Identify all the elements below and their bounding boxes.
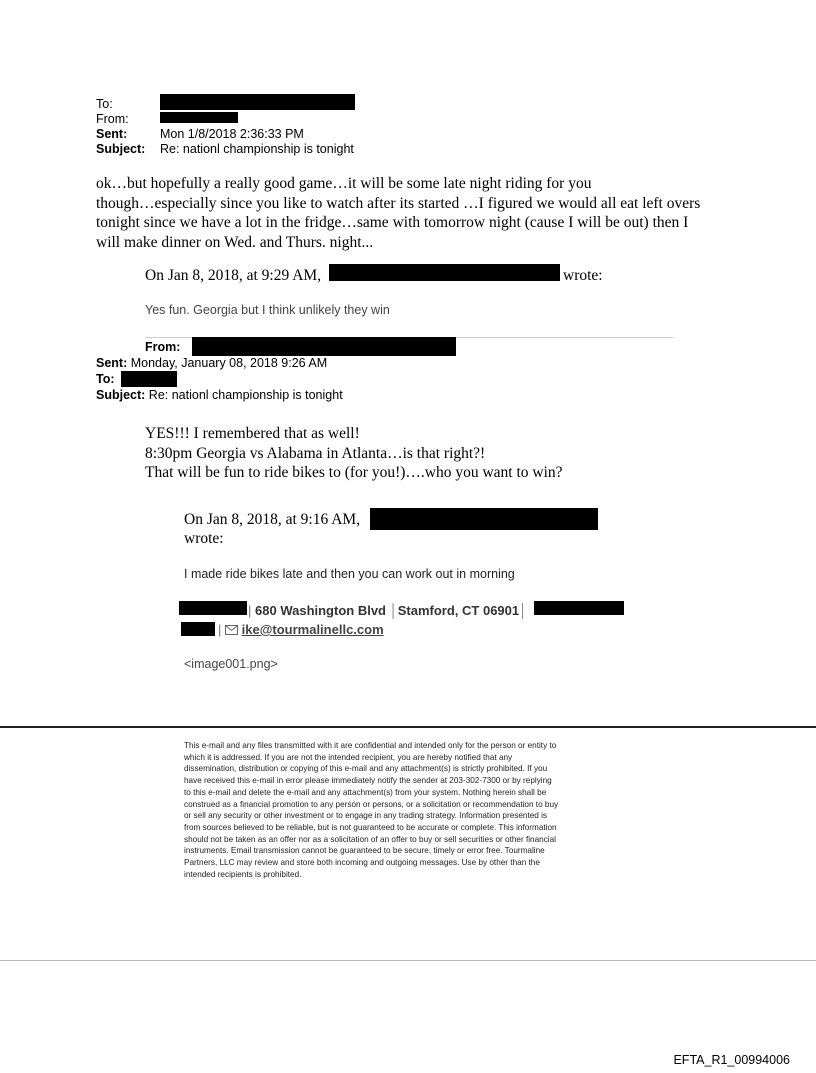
redaction-bar: [160, 94, 355, 110]
to-label: To:: [96, 97, 113, 111]
disclaimer-line: have received this e-mail in error please immediately notify the sender at 203-302-7300 or by replying: [184, 776, 552, 786]
redaction-bar: [179, 601, 247, 615]
fwd-sent-label: Sent:: [96, 356, 128, 370]
redaction-bar: [329, 264, 560, 281]
disclaimer-line: Partners, LLC may review and store both incoming and outgoing messages. Use by other than the: [184, 858, 540, 868]
message-body: [96, 174, 776, 252]
quote2-intro: On Jan 8, 2018, at 9:16 AM,: [184, 511, 361, 528]
section-divider: [0, 726, 816, 728]
sig-address: 680 Washington Blvd: [255, 603, 386, 618]
disclaimer-line: to this e-mail and delete the e-mail and any attachment(s) from your system. Nothing herein shall be: [184, 787, 547, 797]
quote2-message: I made ride bikes late and then you can work out in morning: [184, 567, 515, 581]
sig-email-link[interactable]: ike@tourmalinellc.com: [241, 622, 384, 637]
sig-city: Stamford, CT 06901: [397, 603, 520, 618]
quote1-intro: On Jan 8, 2018, at 9:29 AM,: [145, 267, 322, 284]
fwd-body: [145, 424, 563, 483]
disclaimer-line: instruments. Email transmission cannot be guaranteed to be secure, timely or error free. Tourmaline: [184, 846, 545, 856]
quote1-reply: Yes fun. Georgia but I think unlikely they win: [145, 303, 390, 317]
disclaimer-line: dissemination, distribution or copying of this e-mail and any attachment(s) is strictly prohibited. If you: [184, 764, 548, 774]
fwd-from-label: From:: [145, 340, 181, 354]
document-id: EFTA_R1_00994006: [673, 1053, 790, 1067]
redaction-bar: [534, 601, 624, 615]
disclaimer-line: construed as a financial promotion to any person or persons, or a solicitation or recommendation to buy: [184, 799, 559, 809]
signature-email-line: | ike@tourmalinellc.com: [218, 622, 384, 637]
body-line: That will be fun to ride bikes to (for you!)….who you want to win?: [145, 464, 563, 481]
footer-divider: [0, 960, 816, 961]
quote1-wrote: wrote:: [563, 267, 603, 284]
body-line: YES!!! I remembered that as well!: [145, 425, 360, 442]
disclaimer: [184, 740, 644, 880]
fwd-subject-row: [96, 388, 343, 403]
body-line: ok…but hopefully a really good game…it will be some late night riding for you: [96, 175, 592, 192]
quote2-wrote: wrote:: [184, 530, 224, 547]
redaction-bar: [160, 112, 238, 123]
redaction-bar: [370, 508, 598, 530]
subject-label: Subject:: [96, 142, 146, 156]
disclaimer-line: should not be taken as an offer nor as a solicitation of an offer to buy or sell securities or other financial: [184, 834, 556, 844]
redaction-bar: [181, 622, 215, 636]
redaction-bar: [121, 371, 177, 387]
fwd-to-label: To:: [96, 372, 115, 386]
sent-value: Mon 1/8/2018 2:36:33 PM: [160, 127, 304, 141]
signature-line: | 680 Washington Blvd │Stamford, CT 06901│: [248, 603, 528, 618]
fwd-sent-row: [96, 356, 327, 371]
disclaimer-line: This e-mail and any files transmitted with it are confidential and intended only for the person or entity to: [184, 741, 557, 750]
body-line: 8:30pm Georgia vs Alabama in Atlanta…is that right?!: [145, 444, 486, 462]
disclaimer-line: which it is addressed. If you are not the intended recipient, you are hereby notified that any: [184, 752, 513, 762]
disclaimer-line: from sources believed to be reliable, but is not guaranteed to be accurate or complete. This information: [184, 822, 557, 832]
envelope-icon: [225, 625, 238, 635]
disclaimer-line: or sell any security or other investment or to engage in any trading strategy. Information presented is: [184, 811, 548, 821]
body-line: though…especially since you like to watch after its started …I figured we would all eat left overs: [96, 194, 701, 212]
from-label: From:: [96, 112, 129, 126]
subject-value: Re: nationl championship is tonight: [160, 142, 354, 156]
fwd-sent-value: Monday, January 08, 2018 9:26 AM: [130, 356, 328, 370]
body-line: tonight since we have a lot in the fridge…same with tomorrow night (cause I will be out) then I: [96, 214, 689, 231]
body-line: will make dinner on Wed. and Thurs. night...: [96, 233, 374, 251]
fwd-subject-label: Subject:: [96, 388, 146, 402]
sent-label: Sent:: [96, 127, 128, 141]
attachment-name[interactable]: <image001.png>: [184, 657, 278, 671]
fwd-subject-value: Re: nationl championship is tonight: [148, 388, 343, 402]
disclaimer-line: intended recipients is prohibited.: [184, 869, 302, 879]
redaction-bar: [192, 337, 456, 356]
